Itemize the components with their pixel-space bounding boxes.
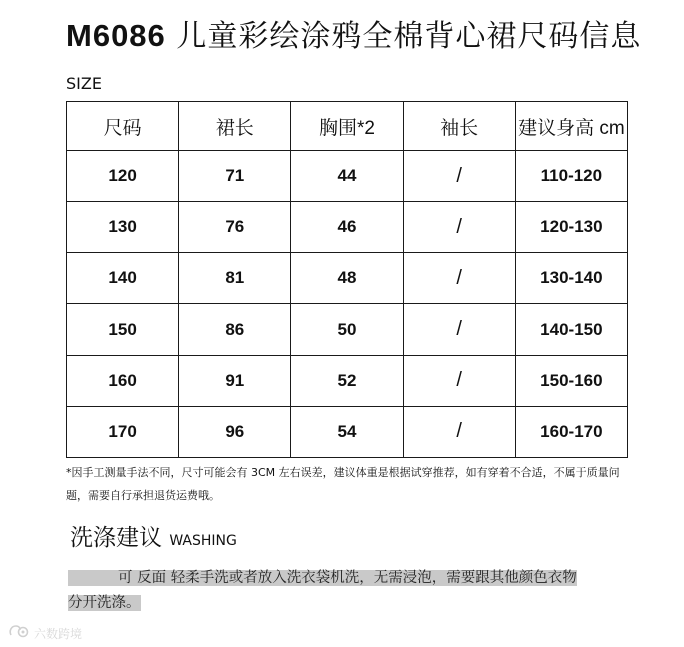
table-cell: 160 [67,355,179,406]
table-cell: 150-160 [515,355,627,406]
table-cell: 130-140 [515,253,627,304]
washing-title-en: WASHING [169,533,237,549]
table-row [67,355,628,406]
table-cell: 91 [179,355,291,406]
size-table [66,101,628,458]
column-header: 裙长 [179,102,291,151]
table-cell: 81 [179,253,291,304]
table-cell: 140-150 [515,304,627,355]
measurement-note: *因手工测量手法不同，尺寸可能会有 3CM 左右误差，建议体重是根据试穿推荐，如有穿着不合适，不属于质量问题，需要自行承担退货运费哦。 [66,466,620,502]
table-cell: 130 [67,202,179,253]
table-cell: / [403,355,515,406]
table-cell: 110-120 [515,151,627,202]
camera-logo-icon [8,623,30,643]
washing-line-1: 可 反面 轻柔手洗或者放入洗衣袋机洗，无需浸泡，需要跟其他颜色衣物 [68,570,577,586]
table-cell: 76 [179,202,291,253]
table-cell: 50 [291,304,403,355]
column-header: 袖长 [403,102,515,151]
column-header: 尺码 [67,102,179,151]
table-cell: 150 [67,304,179,355]
table-cell: 140 [67,253,179,304]
table-cell: 120-130 [515,202,627,253]
table-cell: 46 [291,202,403,253]
table-row [67,202,628,253]
title-suffix: SIZE [66,74,102,93]
table-cell: 44 [291,151,403,202]
table-row [67,253,628,304]
table-row [67,304,628,355]
table-cell: / [403,151,515,202]
page-title [66,14,646,105]
washing-title: 洗涤建议 [70,525,162,551]
washing-line-2: 分开洗涤。 [68,595,141,611]
table-cell: 71 [179,151,291,202]
table-cell: 48 [291,253,403,304]
column-header: 建议身高 cm [515,102,627,151]
table-cell: / [403,304,515,355]
table-cell: / [403,406,515,457]
washing-heading [70,522,237,557]
table-cell: 52 [291,355,403,406]
table-cell: 54 [291,406,403,457]
washing-instructions [68,566,628,616]
table-row [67,406,628,457]
table-cell: / [403,253,515,304]
watermark-text: 六数跨境 [34,626,83,641]
table-cell: 120 [67,151,179,202]
title-text: 儿童彩绘涂鸦全棉背心裙尺码信息 [165,19,642,54]
watermark [8,623,82,643]
table-cell: 86 [179,304,291,355]
table-header-row [67,102,628,151]
table-cell: 96 [179,406,291,457]
table-cell: 170 [67,406,179,457]
column-header: 胸围*2 [291,102,403,151]
product-code: M6086 [66,18,166,53]
table-cell: / [403,202,515,253]
table-row [67,151,628,202]
table-cell: 160-170 [515,406,627,457]
